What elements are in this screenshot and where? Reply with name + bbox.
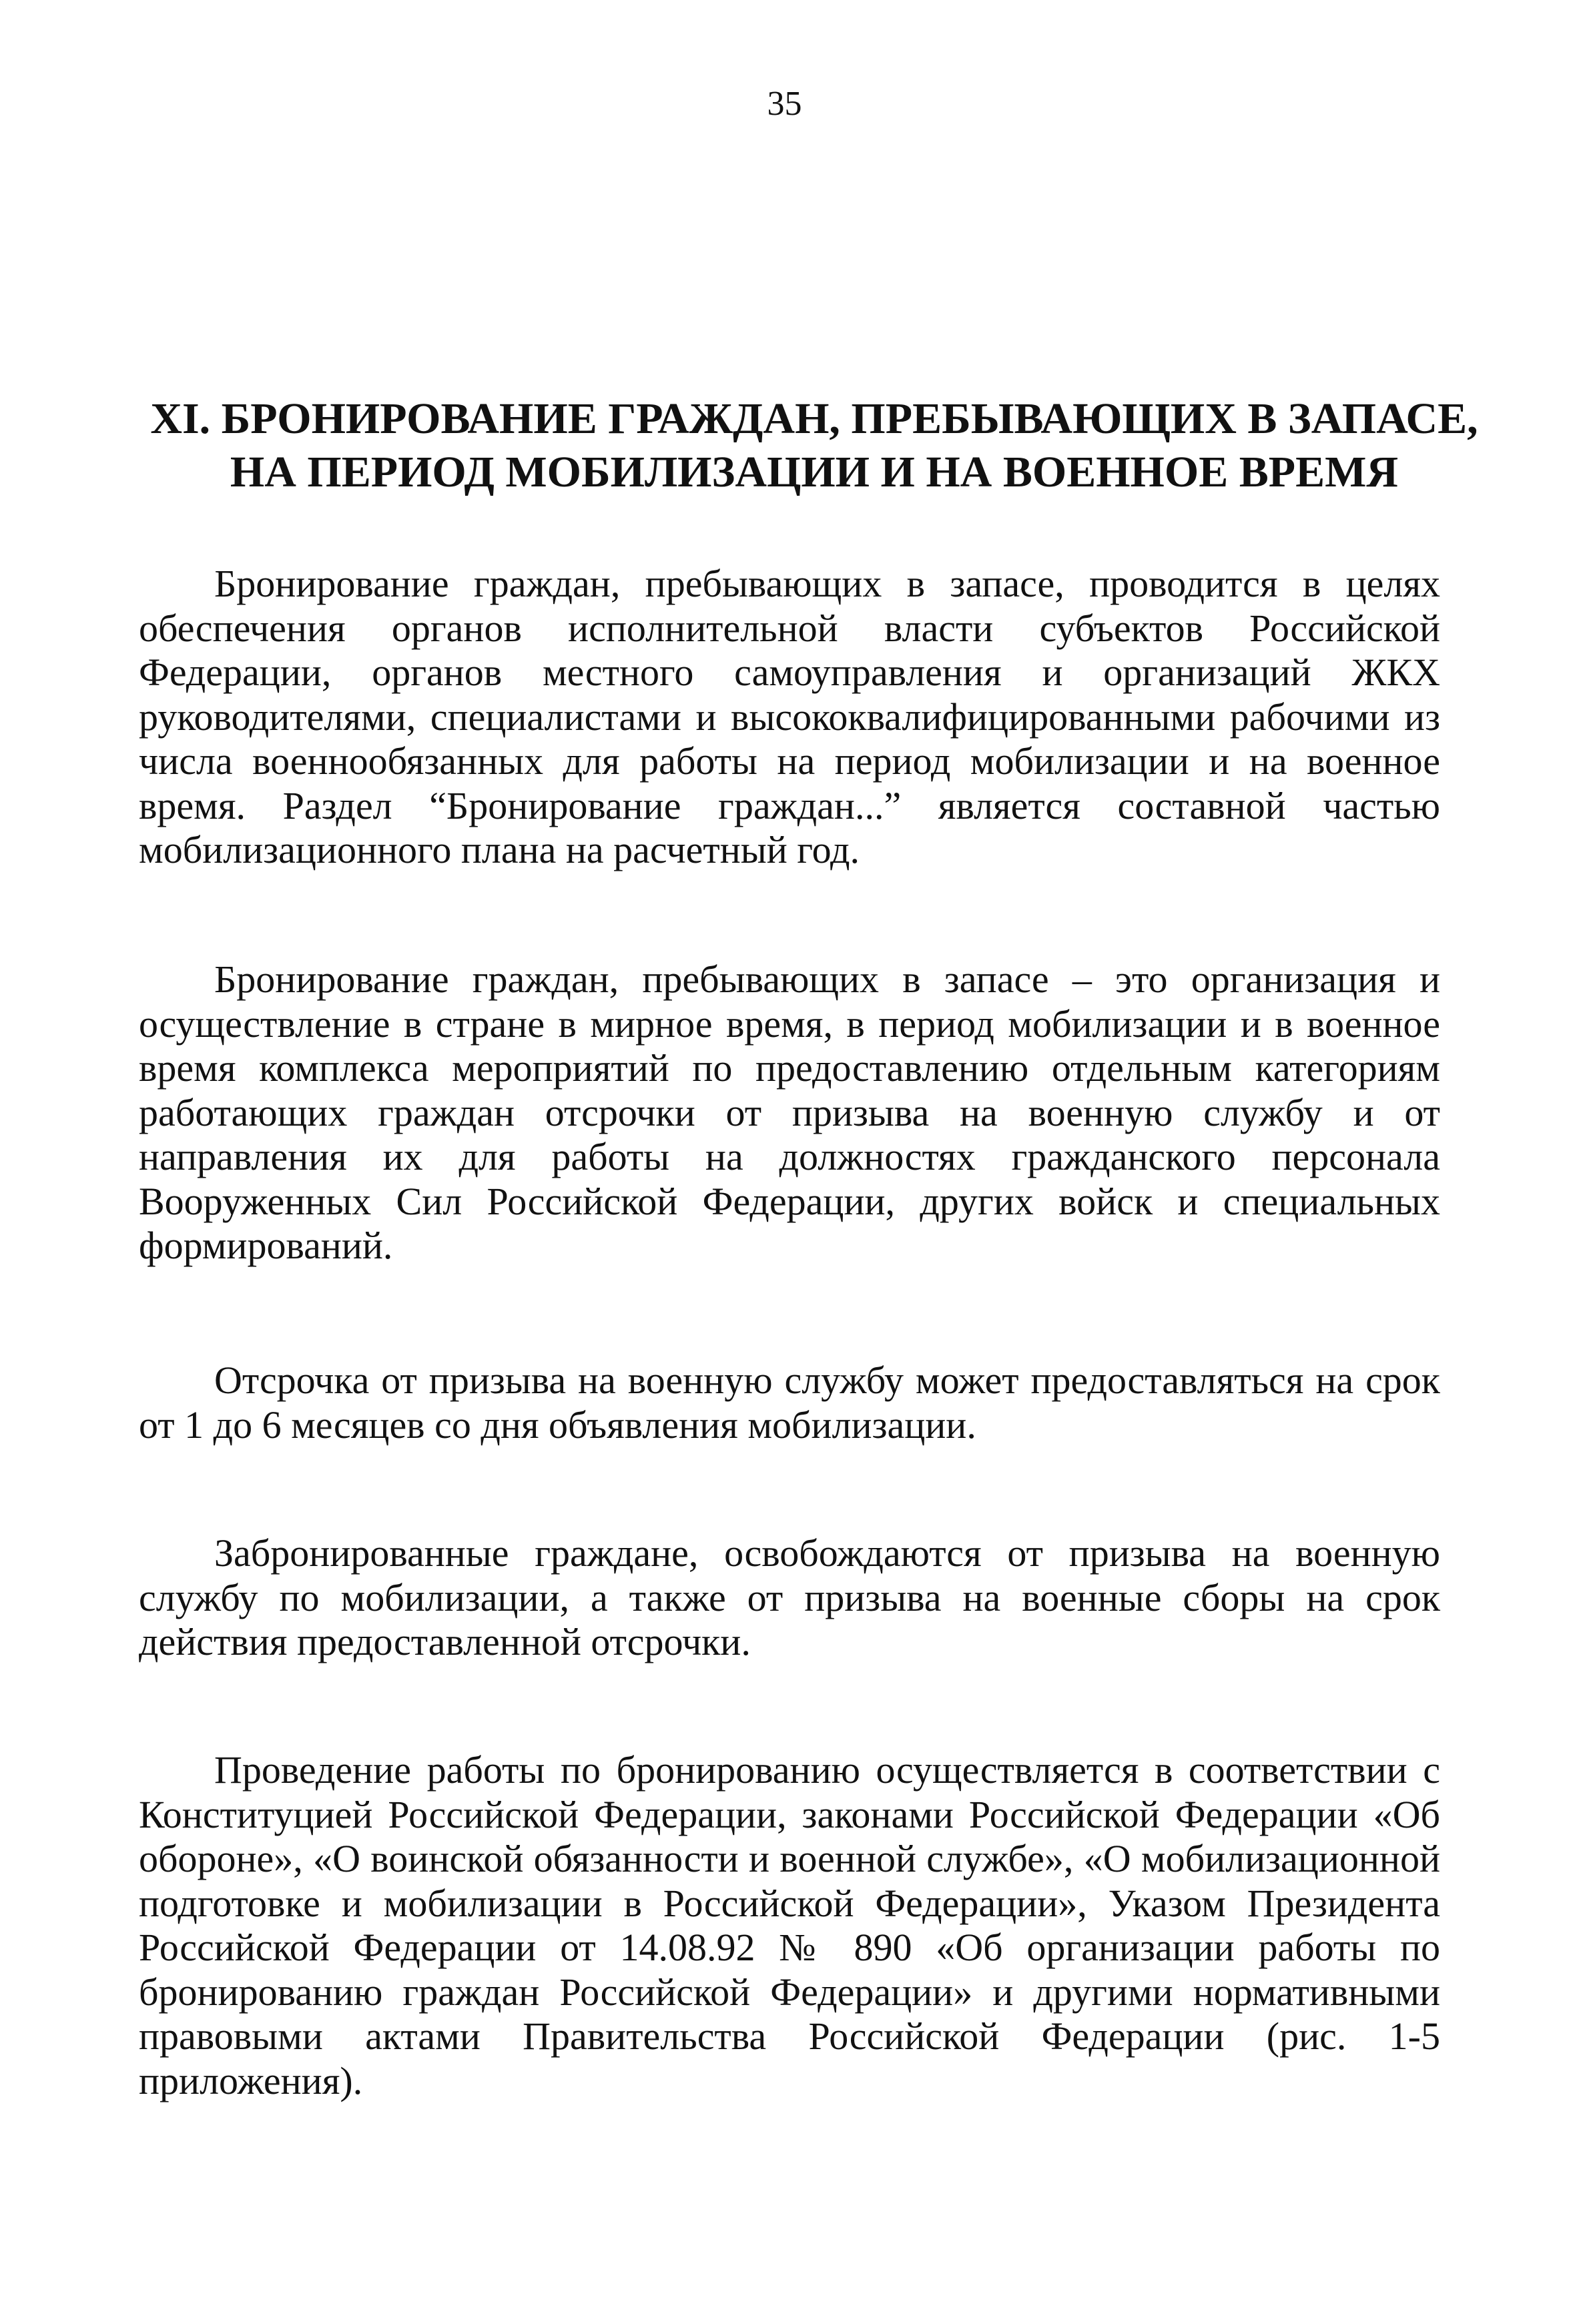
paragraph-purpose: Бронирование граждан, пребывающих в запасе, проводится в целях обеспечения органов исполнительной власти субъектов Российской Федерации, органов местного самоуправления и организаций ЖКХ руководителями, специалистами и высококвалифицированными рабочими из числа военнообязанных для работы на период мобилизации и на военное время. Раздел “Бронирование граждан...” является составной частью мобилизационного плана на расчетный год. — [139, 562, 1440, 871]
section-heading-line-2: НА ПЕРИОД МОБИЛИЗАЦИИ И НА ВОЕННОЕ ВРЕМЯ — [230, 448, 1399, 496]
paragraph-exemption: Забронированные граждане, освобождаются от призыва на военную службу по мобилизации, а также от призыва на военные сборы на срок действия предоставленной отсрочки. — [139, 1531, 1440, 1663]
paragraph-deferral-term: Отсрочка от призыва на военную службу может предоставляться на срок от 1 до 6 месяцев со дня объявления мобилизации. — [139, 1359, 1440, 1447]
section-heading-line-1: XI. БРОНИРОВАНИЕ ГРАЖДАН, ПРЕБЫВАЮЩИХ В ЗАПАСЕ, — [150, 394, 1478, 443]
paragraph-definition: Бронирование граждан, пребывающих в запасе – это организация и осуществление в стране в мирное время, в период мобилизации и в военное время комплекса мероприятий по предоставлению отдельным категориям работающих граждан отсрочки от призыва на военную службу и от направления их для работы на должностях гражданского персонала Вооруженных Сил Российской Федерации, других войск и специальных формирований. — [139, 957, 1440, 1267]
page-number: 35 — [767, 85, 802, 123]
paragraph-legal-basis: Проведение работы по бронированию осуществляется в соответствии с Конституцией Российской Федерации, законами Российской Федерации «Об обороне», «О воинской обязанности и военной службе», «О мобилизационной подготовке и мобилизации в Российской Федерации», Указом Президента Российской Федерации от 14.08.92 № 890 «Об организации работы по бронированию граждан Российской Федерации» и другими нормативными правовыми актами Правительства Российской Федерации (рис. 1-5 приложения). — [139, 1748, 1440, 2102]
section-heading — [140, 392, 1488, 499]
